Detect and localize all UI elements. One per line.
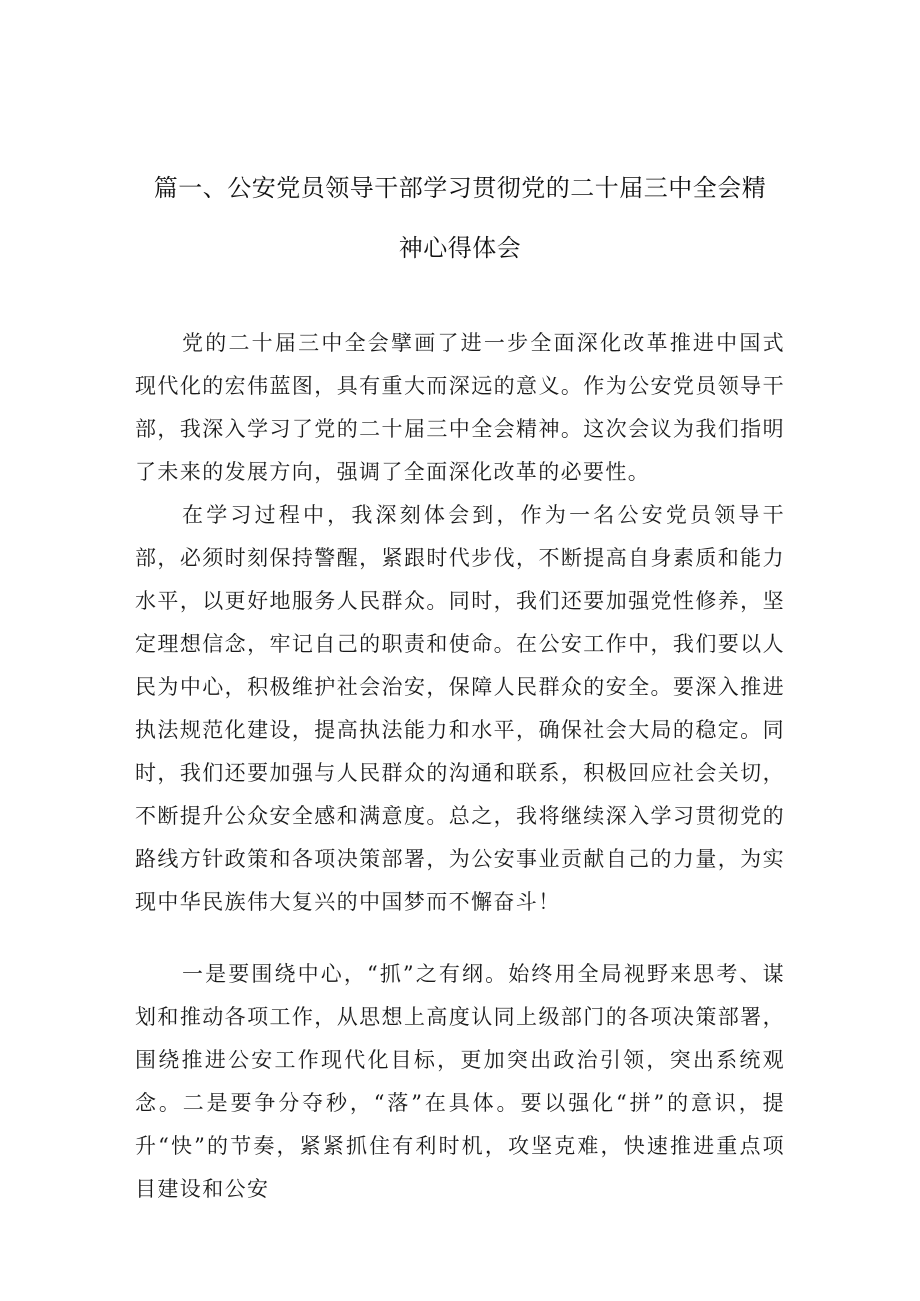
document-title-line-2: 神心得体会 <box>398 234 522 262</box>
body-paragraph-2: 在学习过程中，我深刻体会到，作为一名公安党员领导干部，必须时刻保持警醒，紧跟时代步伐，不断提高自身素质和能力水平，以更好地服务人民群众。同时，我们还要加强党性修养，坚定理想信念，牢记自己的职责和使命。在公安工作中，我们要以人民为中心，积极维护社会治安，保障人民群众的安全。要深入推进执法规范化建设，提高执法能力和水平，确保社会大局的稳定。同时，我们还要加强与人民群众的沟通和联系，积极回应社会关切，不断提升公众安全感和满意度。总之，我将继续深入学习贯彻党的路线方针政策和各项决策部署，为公安事业贡献自己的力量，为实现中华民族伟大复兴的中国梦而不懈奋斗！ <box>135 503 785 914</box>
body-paragraph-1: 党的二十届三中全会擘画了进一步全面深化改革推进中国式现代化的宏伟蓝图，具有重大而深远的意义。作为公安党员领导干部，我深入学习了党的二十届三中全会精神。这次会议为我们指明了未来的发展方向，强调了全面深化改革的必要性。 <box>135 331 785 484</box>
body-paragraph-3: 一是要围绕中心，“抓”之有纲。始终用全局视野来思考、谋划和推动各项工作，从思想上高度认同上级部门的各项决策部署，围绕推进公安工作现代化目标，更加突出政治引领，突出系统观念。二是要争分夺秒，“落”在具体。要以强化“拼”的意识，提升“快”的节奏，紧紧抓住有利时机，攻坚克难，快速推进重点项目建设和公安 <box>135 962 785 1201</box>
document-title-line-1: 篇一、公安党员领导干部学习贯彻党的二十届三中全会精 <box>153 174 767 202</box>
